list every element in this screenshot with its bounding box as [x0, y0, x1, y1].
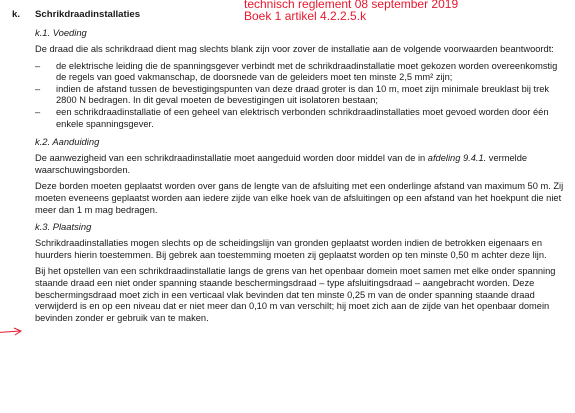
- dash-bullet: –: [35, 83, 41, 94]
- k1-intro-paragraph: De draad die als schrikdraad dient mag slechts blank zijn voor zover de installatie aan de volgende voorwaarden beantwoordt:: [35, 44, 554, 54]
- list-item: [35, 61, 568, 84]
- annotation-line-2: Boek 1 artikel 4.2.2.5.k: [244, 9, 367, 23]
- document-page: [12, 8, 568, 329]
- k1-requirements-list: [35, 61, 568, 131]
- annotation-line-1: technisch reglement 08 september 2019: [244, 0, 459, 11]
- red-arrow-icon: [0, 327, 24, 337]
- section-heading: [12, 8, 568, 24]
- k2-paragraph-1: [35, 153, 568, 176]
- dash-bullet: –: [35, 106, 41, 117]
- list-item-text: indien de afstand tussen de bevestigingspunten van deze draad groter is dan 10 m, moet zijn minimale breuklast bij trek 2800 N bedragen. In dit geval moeten de bevestigingen uit isolatoren bestaan;: [56, 83, 550, 106]
- dash-bullet: –: [35, 60, 41, 71]
- list-item: [35, 107, 568, 130]
- k2-p1-text-after: vermelde waarschuwingsborden.: [35, 153, 528, 175]
- list-item: [35, 84, 568, 107]
- section-number: k.: [12, 9, 21, 20]
- k2-p1-reference: afdeling 9.4.1.: [427, 153, 487, 164]
- section-title: Schrikdraadinstallaties: [35, 9, 141, 20]
- k3-paragraph-2: Bij het opstellen van een schrikdraadinstallatie langs de grens van het openbaar domein moet samen met elke onder spanning staande draad een niet onder spanning staande beschermingsdraad – type afsluitingsdraad – aangebracht worden. Deze beschermingsdraad moet zich in een verticaal vlak bevinden dat ten minste 0,25 m van de onder spanning staande draad verwijderd is en op een niveau dat er niet meer dan 0,10 m van verschilt; hij moet zich aan de zijde van het openbaar domein bevinden zonder er gebruik van te maken.: [35, 266, 556, 323]
- subsection-k1-title: k.1. Voeding: [35, 27, 87, 38]
- k2-paragraph-2: Deze borden moeten geplaatst worden over gans de lengte van de afsluiting met een onderlinge afstand van maximum 50 m. Zij moeten eveneens geplaatst worden aan iedere zijde van elke hoek van de afsluitingen op een afstand van het hoekpunt die niet meer dan 1 m mag bedragen.: [35, 181, 564, 215]
- list-item-text: een schrikdraadinstallatie of een geheel van elektrisch verbonden schrikdraadinstallaties moet gevoed worden door één enkele spanningsgever.: [56, 106, 549, 129]
- list-item-text: de elektrische leiding die de spanningsgever verbindt met de schrikdraadinstallatie moet gekozen worden overeenkomstig de regels van goed vakmanschap, de doorsnede van de geleiders moet ten minste 2,5 mm² zijn;: [56, 60, 558, 83]
- subsection-k3-title: k.3. Plaatsing: [35, 221, 92, 233]
- k3-paragraph-1: Schrikdraadinstallaties mogen slechts op de scheidingslijn van gronden geplaatst worden indien de betrokken eigenaars en huurders hierin toestemmen. Bij gebrek aan toestemming moeten zij geplaatst worden op ten minste 0,50 m achter deze lijn.: [35, 238, 547, 260]
- k2-p1-text-before: De aanwezigheid van een schrikdraadinstallatie moet aangeduid worden door middel van de in: [35, 153, 428, 164]
- subsection-k2-title: k.2. Aanduiding: [35, 136, 100, 148]
